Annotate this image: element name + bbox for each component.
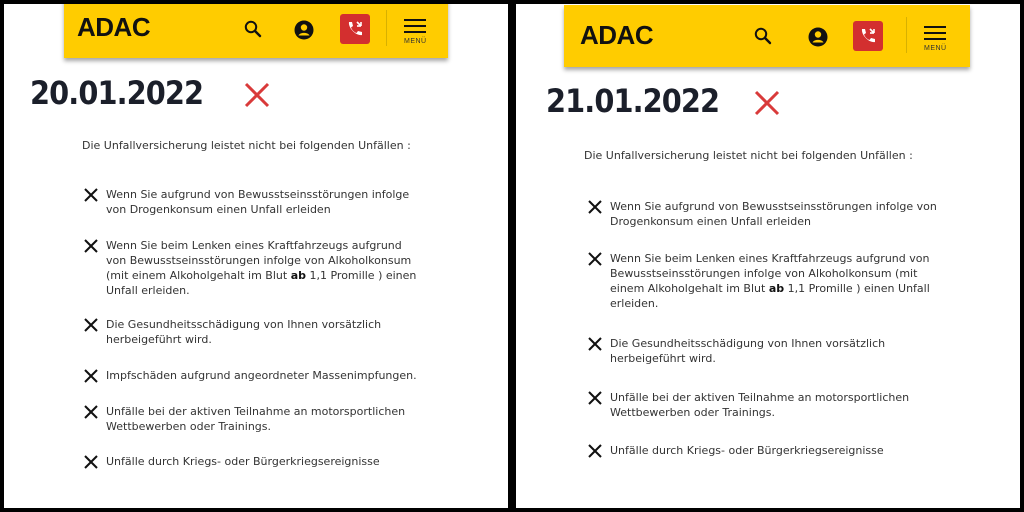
list-item — [588, 251, 948, 311]
screenshot-panel-left — [4, 4, 508, 508]
list-item-text: Wenn Sie beim Lenken eines Kraftfahrzeugs aufgrund von Bewusstseinsstörungen infolge von Alkoholkonsum (mit einem Alkoholgehalt im Blut ab 1,1 Promille ) einen Unfall erleiden. — [610, 252, 930, 310]
list-item-text: Unfälle durch Kriegs- oder Bürgerkriegsereignisse — [610, 444, 884, 457]
close-icon — [84, 239, 106, 257]
menu-button[interactable] — [404, 18, 427, 45]
menu-button[interactable] — [924, 25, 947, 52]
close-icon — [588, 200, 610, 218]
header-divider — [386, 10, 387, 46]
list-item-text: Unfälle durch Kriegs- oder Bürgerkriegsereignisse — [106, 455, 380, 468]
close-icon — [84, 369, 106, 387]
intro-text: Die Unfallversicherung leistet nicht bei folgenden Unfällen : — [82, 139, 411, 152]
header-divider — [906, 17, 907, 53]
phone-icon[interactable] — [340, 14, 370, 44]
user-icon[interactable] — [808, 27, 828, 51]
close-icon — [242, 80, 272, 114]
close-icon — [84, 405, 106, 423]
menu-label: MENÜ — [404, 38, 427, 45]
phone-icon[interactable] — [853, 21, 883, 51]
close-icon — [588, 337, 610, 355]
close-icon — [752, 88, 782, 122]
screenshot-panel-right — [516, 4, 1020, 508]
close-icon — [84, 318, 106, 336]
list-item — [588, 199, 948, 229]
list-item — [84, 317, 424, 347]
list-item — [588, 390, 948, 420]
list-item-text: Unfälle bei der aktiven Teilnahme an motorsportlichen Wettbewerben oder Trainings. — [610, 391, 910, 419]
close-icon — [84, 455, 106, 473]
list-item — [84, 238, 424, 298]
list-item-text: Wenn Sie beim Lenken eines Kraftfahrzeugs aufgrund von Bewusstseinsstörungen infolge von Alkoholkonsum (mit einem Alkoholgehalt im Blut ab 1,1 Promille ) einen Unfall erleiden. — [106, 239, 417, 297]
list-item-text: Wenn Sie aufgrund von Bewusstseinsstörungen infolge von Drogenkonsum einen Unfall erleiden — [610, 200, 937, 228]
list-item-text: Wenn Sie aufgrund von Bewusstseinsstörungen infolge von Drogenkonsum einen Unfall erleiden — [106, 188, 410, 216]
list-item — [84, 187, 424, 217]
menu-icon — [404, 19, 426, 33]
list-item — [84, 454, 424, 473]
user-icon[interactable] — [294, 20, 314, 44]
close-icon — [84, 188, 106, 206]
menu-icon — [924, 26, 946, 40]
search-icon[interactable] — [244, 20, 262, 42]
site-header — [64, 4, 448, 58]
intro-text: Die Unfallversicherung leistet nicht bei folgenden Unfällen : — [584, 149, 913, 162]
list-item-text: Die Gesundheitsschädigung von Ihnen vorsätzlich herbeigeführt wird. — [610, 337, 886, 365]
list-item-text: Unfälle bei der aktiven Teilnahme an motorsportlichen Wettbewerben oder Trainings. — [106, 405, 406, 433]
list-item — [588, 336, 948, 366]
site-header — [564, 5, 970, 67]
close-icon — [588, 252, 610, 270]
date-heading: 20.01.2022 — [30, 74, 204, 112]
list-item — [84, 404, 424, 434]
list-item — [588, 443, 948, 462]
menu-label: MENÜ — [924, 45, 947, 52]
adac-logo[interactable]: ADAC — [580, 20, 654, 50]
close-icon — [588, 391, 610, 409]
search-icon[interactable] — [754, 27, 772, 49]
close-icon — [588, 444, 610, 462]
date-heading: 21.01.2022 — [546, 82, 720, 120]
adac-logo[interactable]: ADAC — [77, 12, 151, 42]
list-item-text: Impfschäden aufgrund angeordneter Massenimpfungen. — [106, 369, 417, 382]
list-item-text: Die Gesundheitsschädigung von Ihnen vorsätzlich herbeigeführt wird. — [106, 318, 382, 346]
list-item — [84, 368, 424, 387]
